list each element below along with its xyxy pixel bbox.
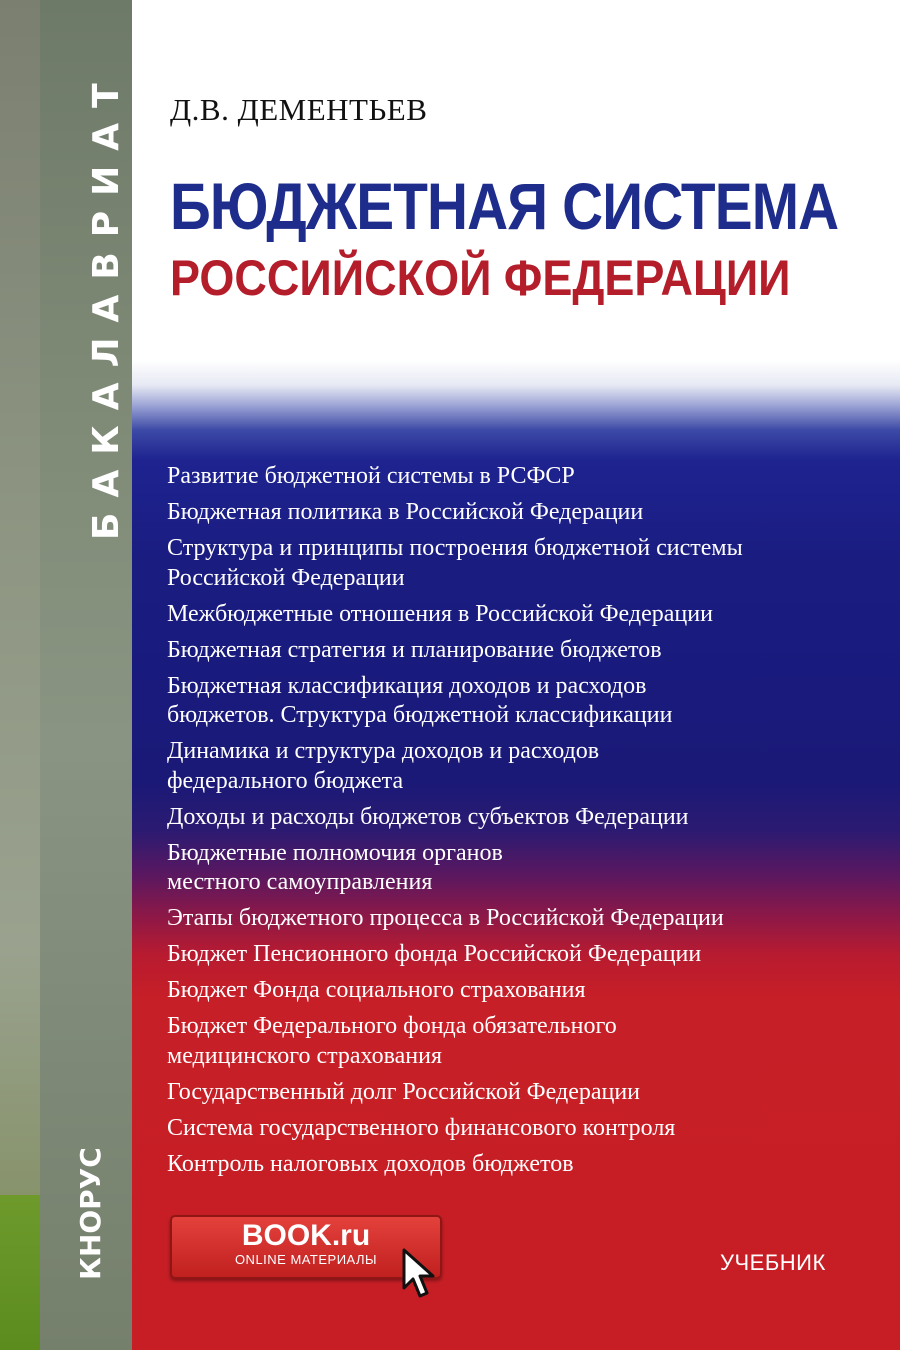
book-ru-subtitle: ONLINE МАТЕРИАЛЫ [234,1252,378,1267]
book-ru-title: BOOK.ru [241,1219,371,1252]
toc-item: Система государственного финансового контроля [167,1114,676,1141]
spine-band [0,0,132,1350]
spine-green-block [0,1195,40,1350]
toc-item: Бюджетная классификация доходов и расходов бюджетов. Структура бюджетной классификации [167,672,673,728]
toc-item: Бюджет Пенсионного фонда Российской Федерации [167,941,702,967]
toc-item: Структура и принципы построения бюджетной системы Российской Федерации [167,535,743,591]
toc-item: Бюджетная политика в Российской Федерации [167,499,644,525]
toc-item: Развитие бюджетной системы в РСФСР [167,463,575,489]
publisher-label: КНОРУС [74,1147,107,1280]
book-title-line-1: БЮДЖЕТНАЯ СИСТЕМА [170,169,839,243]
toc-item: Бюджет Фонда социального страхования [167,977,586,1003]
book-title-line-2: РОССИЙСКОЙ ФЕДЕРАЦИИ [170,250,791,306]
toc-item: Бюджетная стратегия и планирование бюджетов [167,636,662,663]
toc-item: Государственный долг Российской Федерации [167,1078,641,1105]
toc-item: Бюджетные полномочия органов местного самоуправления [167,839,503,895]
textbook-label: УЧЕБНИК [720,1250,826,1275]
spine-edge-strip [0,0,40,1350]
series-label: БАКАЛАВРИАТ [86,68,127,540]
toc-item: Бюджет Федерального фонда обязательного медицинского страхования [167,1013,617,1069]
toc-item: Контроль налоговых доходов бюджетов [167,1150,574,1177]
toc-item: Доходы и расходы бюджетов субъектов Федерации [167,803,689,830]
table-of-contents [167,462,867,1186]
toc-item: Межбюджетные отношения в Российской Федерации [167,600,713,627]
toc-item: Динамика и структура доходов и расходов федерального бюджета [167,738,600,794]
cursor-arrow-icon [400,1248,442,1300]
toc-item: Этапы бюджетного процесса в Российской Федерации [167,905,724,931]
author-name: Д.В. ДЕМЕНТЬЕВ [170,92,428,127]
